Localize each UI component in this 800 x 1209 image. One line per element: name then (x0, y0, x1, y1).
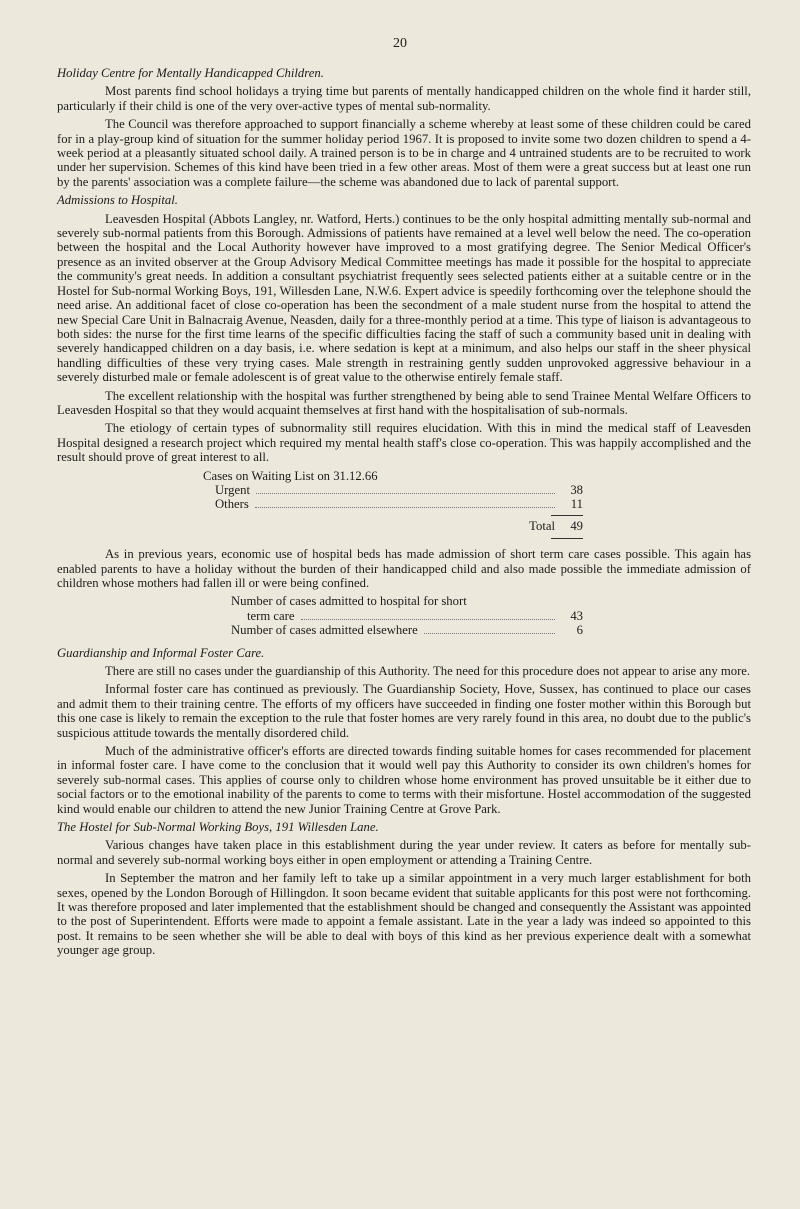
guardianship-paragraph-2: Informal foster care has continued as previously. The Guardianship Society, Hove, Sussex, has continued to place our cases and admit them to their training centre. The efforts of my officers have succeeded in finding one foster mother within this Borough but this one case is likely to remain the exception to the rule that foster homes are very rarely found in this area, no doubt due to the public's suspicious attitude towards the mentally disordered child. (57, 682, 751, 740)
guardianship-paragraph-3: Much of the administrative officer's efforts are directed towards finding suitable homes for cases recommended for placement in informal foster care. I have come to the conclusion that it would well pay this Authority to consider its own children's homes for severely sub-normal cases. This applies of course only to children whose home environment has proved unsuitable be it either due to social factors or to the emotional inability of the parents to come to terms with their misfortune. Hostel accommodation of the suggested kind would enable our children to attend the new Junior Training Centre at Grove Park. (57, 743, 751, 816)
waiting-list-total-value: 49 (570, 518, 583, 533)
admissions-paragraph-2: The excellent relationship with the hospital was further strengthened by being able to send Trainee Mental Welfare Officers to Leavesden Hospital so that they would acquaint themselves at first hand with the hospitalisation of sub-normals. (57, 388, 751, 417)
holiday-centre-heading: Holiday Centre for Mentally Handicapped Children. (57, 66, 324, 80)
admitted-cases-table (231, 594, 583, 637)
admissions-heading: Admissions to Hospital. (57, 193, 178, 208)
page-content (57, 66, 751, 962)
guardianship-heading: Guardianship and Informal Foster Care. (57, 645, 265, 660)
leader-dots (424, 625, 555, 634)
waiting-list-table (203, 469, 583, 540)
admitted-short-term-label: Number of cases admitted to hospital for short (231, 594, 467, 609)
page-number: 20 (393, 36, 407, 51)
waiting-list-row-value: 38 (570, 482, 583, 497)
waiting-list-title: Cases on Waiting List on 31.12.66 (203, 468, 378, 483)
leader-dots (301, 611, 555, 620)
waiting-list-total-label: Total (529, 518, 555, 533)
waiting-list-row-label: Others (215, 497, 249, 512)
hostel-paragraph-1: Various changes have taken place in this establishment during the year under review. It caters as before for mentally sub-normal and severely sub-normal working boys either in open employment or attending a Training Centre. (57, 838, 751, 867)
waiting-list-row (203, 497, 583, 511)
waiting-list-total-row (203, 519, 583, 533)
admissions-paragraph-4: As in previous years, economic use of hospital beds has made admission of short term care cases possible. This again has enabled parents to have a holiday without the burden of their handicapped child and also made possible the immediate admission of children whose mothers had fallen ill or were being confined. (57, 547, 751, 590)
total-rule-bottom (551, 538, 583, 539)
waiting-list-row-value: 11 (570, 497, 583, 512)
admitted-short-term-label-cont: term care (247, 608, 295, 623)
holiday-paragraph-2: The Council was therefore approached to support financially a scheme whereby at least some of these children could be cared for in a play-group kind of situation for the summer holiday period 1967. It is proposed to invite some two dozen children to spend a 4-week period at a pleasantly situated school daily. A trained person is to be in charge and 4 untrained students are to be recruited to work under her supervision. Schemes of this kind have been tried in a few other areas. Most of them were a great success but at least one run by the parents' association was a complete failure—the scheme was abandoned due to lack of parental support. (57, 117, 751, 189)
waiting-list-row-label: Urgent (215, 482, 251, 497)
admissions-paragraph-1: Leavesden Hospital (Abbots Langley, nr. Watford, Herts.) continues to be the only hospital admitting mentally sub-normal and severely sub-normal patients from this Borough. Admissions of patients have remained at a level well below the need. The co-operation between the hospital and the Local Authority however have improved to a most gratifying degree. The Senior Medical Officer's presence as an invited observer at the Group Advisory Medical Committee meetings has made it possible for the hospital to appreciate the community's great needs. In addition a consultant psychiatrist frequently sees selected patients either at a suitable centre or in the Hostel for Sub-normal Working Boys, 191, Willesden Lane, N.W.6. Expert advice is speedily forthcoming over the telephone should the need arise. An additional facet of close co-operation has been the secondment of a male student nurse from the hospital to attend the new Special Care Unit in Balnacraig Avenue, Neasden, daily for a three-monthly period at a time. This type of liaison is advantageous to both sides: the nurse for the first time learns of the specific difficulties facing the staff of such a community based unit in dealing with severely handicapped children on a day basis, i.e. where sedation is kept at a minimum, and also helps our staff in the sheer physical handling difficulties of these very trying cases. Male strength in restraining gently sudden unprovoked aggressive behaviour in a severely disturbed male or female adolescent is of great value to the otherwise entirely female staff. (57, 211, 751, 385)
hostel-heading: The Hostel for Sub-Normal Working Boys, 191 Willesden Lane. (57, 820, 379, 834)
admitted-elsewhere-label: Number of cases admitted elsewhere (231, 623, 418, 638)
admitted-short-term-value: 43 (570, 608, 583, 623)
admissions-paragraph-3: The etiology of certain types of subnormality still requires elucidation. With this in mind the medical staff of Leavesden Hospital designed a research project which required my mental health staff's close co-operation. This was happily accomplished and the result should prove of great interest to all. (57, 421, 751, 465)
leader-dots (256, 485, 555, 494)
hostel-paragraph-2: In September the matron and her family left to take up a similar appointment in a very much larger establishment for both sexes, opened by the London Borough of Hillingdon. It soon became evident that suitable applicants for this post were not forthcoming. It was therefore proposed and later implemented that the establishment should be changed and consequently the Assistant was appointed to the post of Superintendent. Efforts were made to appoint a female assistant. Late in the year a lady was indeed so appointed to this post. It remains to be seen whether she will be able to deal with boys of this kind as her previous experience dealt with a somewhat younger age group. (57, 871, 751, 958)
holiday-paragraph-1: Most parents find school holidays a trying time but parents of mentally handicapped children on the whole find it harder still, particularly if their child is one of the very over-active types of mental sub-normality. (57, 84, 751, 113)
guardianship-paragraph-1: There are still no cases under the guardianship of this Authority. The need for this procedure does not appear to arise any more. (105, 663, 751, 678)
waiting-list-row (203, 483, 583, 497)
total-rule-top (551, 515, 583, 516)
admitted-elsewhere-value: 6 (576, 623, 583, 638)
leader-dots (255, 499, 555, 508)
